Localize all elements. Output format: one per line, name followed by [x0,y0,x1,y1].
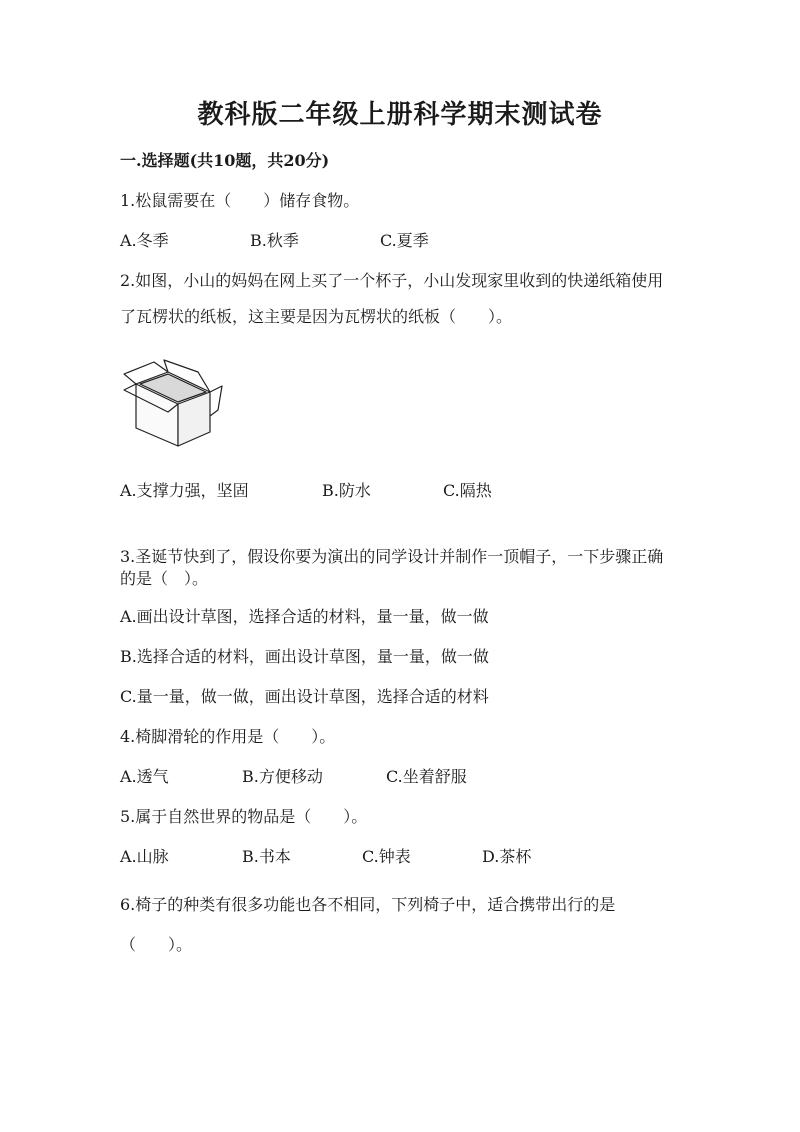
question-4-option-b: B.方便移动 [242,767,323,786]
question-2-stem-line-1: 2.如图，小山的妈妈在网上买了一个杯子，小山发现家里收到的快递纸箱使用 [120,271,664,290]
question-3-option-b: B.选择合适的材料，画出设计草图，量一量，做一做 [120,647,489,666]
question-2-option-b: B.防水 [322,481,371,500]
question-3-option-a: A.画出设计草图，选择合适的材料，量一量，做一做 [120,607,489,626]
question-4-stem: 4.椅脚滑轮的作用是（ ）。 [120,727,336,746]
question-2-option-c: C.隔热 [443,481,492,500]
question-4-option-a: A.透气 [120,767,169,786]
question-2-option-a: A.支撑力强，坚固 [120,481,249,500]
question-3-option-c: C.量一量，做一做，画出设计草图，选择合适的材料 [120,687,489,706]
question-5-option-c: C.钟表 [362,847,411,866]
question-5-option-b: B.书本 [242,847,291,866]
question-1-option-b: B.秋季 [250,231,299,250]
question-2-stem-line-2: 了瓦楞状的纸板，这主要是因为瓦楞状的纸板（ ）。 [120,307,513,326]
cardboard-box-icon [118,358,228,450]
question-4-option-c: C.坐着舒服 [386,767,467,786]
question-1-stem: 1.松鼠需要在（ ）储存食物。 [120,191,360,210]
question-5-option-a: A.山脉 [120,847,169,866]
page-title: 教科版二年级上册科学期末测试卷 [197,100,603,130]
question-6-stem-line-2: （ ）。 [120,935,193,954]
question-1-option-c: C.夏季 [380,231,429,250]
question-1-option-a: A.冬季 [120,231,169,250]
question-3-stem-line-1: 3.圣诞节快到了，假设你要为演出的同学设计并制作一顶帽子，一下步骤正确 [120,547,664,566]
question-6-stem-line-1: 6.椅子的种类有很多功能也各不相同，下列椅子中，适合携带出行的是 [120,895,616,914]
question-3-stem-line-2: 的是（ ）。 [120,569,209,588]
question-5-option-d: D.茶杯 [482,847,532,866]
section-heading: 一.选择题(共10题，共20分) [120,151,330,170]
question-5-stem: 5.属于自然世界的物品是（ ）。 [120,807,368,826]
